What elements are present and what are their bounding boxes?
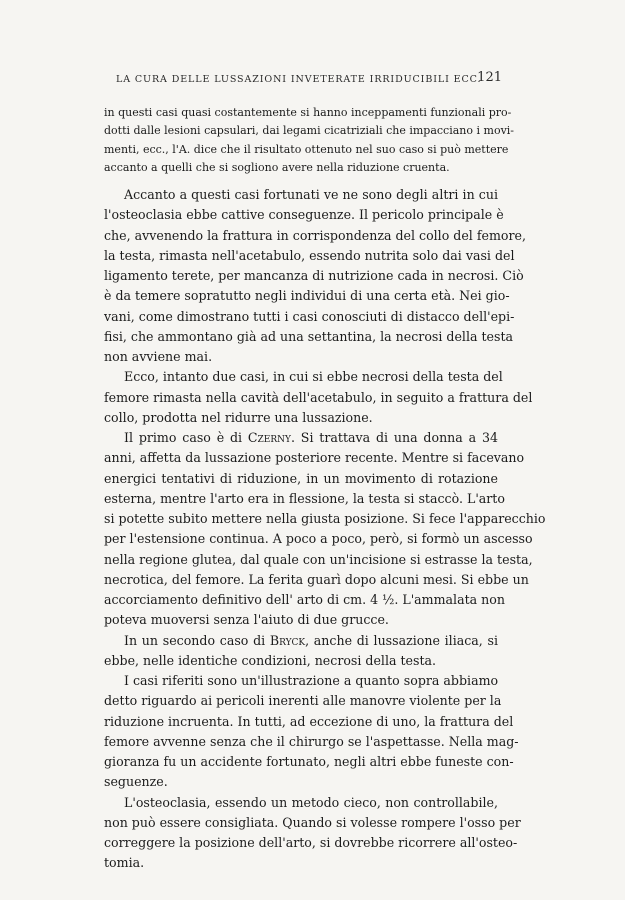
text-line: ebbe, nelle identiche condizioni, necrosi della testa. xyxy=(104,652,437,668)
text-line: che, avvenendo la frattura in corrispondenza del collo del femore, xyxy=(104,227,526,243)
text-line: gioranza fu un accidente fortunato, negli altri ebbe funeste con- xyxy=(104,754,514,769)
text-line-bryck xyxy=(104,631,498,651)
text-line: seguenze. xyxy=(104,774,168,790)
text-line: accanto a quelli che si sogliono avere nella riduzione cruenta. xyxy=(104,161,450,175)
body-text xyxy=(104,185,546,874)
text-line: femore avvenne senza che il chirurgo se l'aspettasse. Nella mag- xyxy=(104,733,519,749)
text-line: poteva muoversi senza l'aiuto di due grucce. xyxy=(104,612,389,628)
text-line: L'osteoclasia, essendo un metodo cieco, non controllabile, xyxy=(124,794,498,810)
text-line: energici tentativi di riduzione, in un movimento di rotazione xyxy=(104,470,498,486)
text-line: menti, ecc., l'A. dice che il risultato ottenuto nel suo caso si può mettere xyxy=(104,142,509,156)
text-line: riduzione incruenta. In tutti, ad eccezione di uno, la frattura del xyxy=(104,713,514,729)
text-fragment: In un secondo caso di xyxy=(124,632,266,648)
text-fragment: . Si trattava di una donna a 34 xyxy=(290,430,498,445)
text-line: necrotica, del femore. La ferita guarì dopo alcuni mesi. Si ebbe un xyxy=(104,571,529,587)
text-line: correggere la posizione dell'arto, si dovrebbe ricorrere all'osteo- xyxy=(104,835,518,850)
text-line: per l'estensione continua. A poco a poco, però, si formò un ascesso xyxy=(104,531,533,547)
running-header xyxy=(116,70,502,90)
text-fragment: Il primo caso è di xyxy=(124,430,243,445)
text-line: nella regione glutea, dal quale con un'incisione si estrasse la testa, xyxy=(104,551,533,567)
text-line: I casi riferiti sono un'illustrazione a quanto sopra abbiamo xyxy=(124,673,499,688)
author-name-bryck: Bryck xyxy=(269,632,306,648)
text-line: Accanto a questi casi fortunati ve ne sono degli altri in cui xyxy=(124,187,498,202)
author-name-czerny: Czerny xyxy=(247,430,291,445)
text-line: l'osteoclasia ebbe cattive conseguenze. Il pericolo principale è xyxy=(104,207,504,223)
text-line: ligamento terete, per mancanza di nutrizione cada in necrosi. Ciò xyxy=(104,268,524,283)
text-line: dotti dalle lesioni capsulari, dai legami cicatriziali che impacciano i movi- xyxy=(104,124,515,138)
text-line: femore rimasta nella cavità dell'acetabulo, in seguito a frattura del xyxy=(104,389,533,405)
text-line: fisi, che ammontano già ad una settantina, la necrosi della testa xyxy=(104,328,514,344)
text-line: la testa, rimasta nell'acetabulo, essendo nutrita solo dai vasi del xyxy=(104,247,515,263)
text-line: si potette subito mettere nella giusta posizione. Si fece l'apparecchio xyxy=(104,511,546,526)
quotation-paragraph xyxy=(104,104,515,178)
text-line: collo, prodotta nel ridurre una lussazione. xyxy=(104,409,373,425)
text-line: anni, affetta da lussazione posteriore recente. Mentre si facevano xyxy=(104,450,525,466)
running-title: LA CURA DELLE LUSSAZIONI INVETERATE IRRIDUCIBILI ECC. xyxy=(116,74,482,85)
text-line: detto riguardo ai pericoli inerenti alle manovre violente per la xyxy=(104,693,502,709)
text-line: Ecco, intanto due casi, in cui si ebbe necrosi della testa del xyxy=(124,369,503,385)
text-line: vani, come dimostrano tutti i casi conosciuti di distacco dell'epi- xyxy=(104,308,515,324)
text-line: esterna, mentre l'arto era in flessione, la testa si staccò. L'arto xyxy=(104,490,505,506)
page-number: 121 xyxy=(477,70,502,85)
text-line: tomia. xyxy=(104,855,145,871)
text-line-czerny xyxy=(104,428,498,448)
text-line: accorciamento definitivo dell' arto di cm. 4 ½. L'ammalata non xyxy=(104,592,505,607)
text-line: non avviene mai. xyxy=(104,349,213,364)
text-line: è da temere sopratutto negli individui di una certa età. Nei gio- xyxy=(104,288,510,304)
text-fragment: , anche di lussazione iliaca, si xyxy=(305,632,498,648)
text-line: in questi casi quasi costantemente si hanno inceppamenti funzionali pro- xyxy=(104,106,512,119)
text-line: non può essere consigliata. Quando si volesse rompere l'osso per xyxy=(104,814,521,830)
